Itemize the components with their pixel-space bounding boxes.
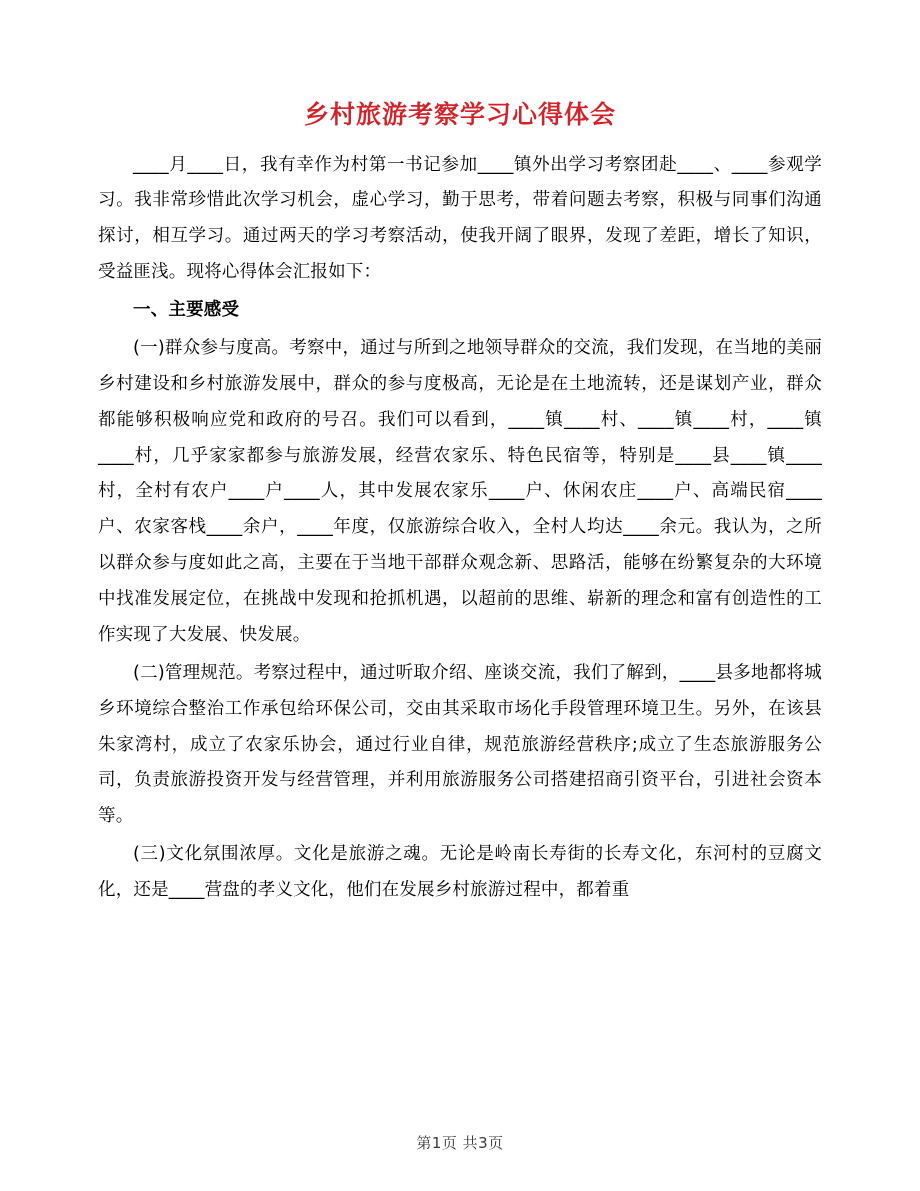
page-footer: 第1页 共3页 [416, 1134, 504, 1152]
section-heading-main-impressions: 一、主要感受 [133, 300, 240, 320]
paragraph-culture: (三)文化氛围浓厚。文化是旅游之魂。无论是岭南长寿街的长寿文化，东河村的豆腐文化，还是____营盘的孝义文化，他们在发展乡村旅游过程中，都着重 [98, 844, 822, 900]
paragraph-management: (二)管理规范。考察过程中，通过听取介绍、座谈交流，我们了解到，____县多地都将城乡环境综合整治工作承包给环保公司，交由其采取市场化手段管理环境卫生。另外，在该县朱家湾村，成立了农家乐协会，通过行业自律，规范旅游经营秩序;成立了生态旅游服务公司，负责旅游投资开发与经营管理，并利用旅游服务公司搭建招商引资平台，引进社会资本等。 [98, 662, 822, 827]
page-title: 乡村旅游考察学习心得体会 [303, 100, 616, 129]
paragraph-intro: ____月____日，我有幸作为村第一书记参加____镇外出学习考察团赴____、____参观学习。我非常珍惜此次学习机会，虚心学习，勤于思考，带着问题去考察，积极与同事们沟通探讨，相互学习。通过两天的学习考察活动，使我开阔了眼界，发现了差距，增长了知识，受益匪浅。现将心得体会汇报如下： [98, 154, 822, 283]
paragraph-participation: (一)群众参与度高。考察中，通过与所到之地领导群众的交流，我们发现，在当地的美丽乡村建设和乡村旅游发展中，群众的参与度极高，无论是在土地流转，还是谋划产业，群众都能够积极响应党和政府的号召。我们可以看到，____镇____村、____镇____村，____镇____村，几乎家家都参与旅游发展，经营农家乐、特色民宿等，特别是____县____镇____村，全村有农户____户____人，其中发展农家乐____户、休闲农庄____户、高端民宿____户、农家客栈____余户，____年度，仅旅游综合收入，全村人均达____余元。我认为，之所以群众参与度如此之高，主要在于当地干部群众观念新、思路活，能够在纷繁复杂的大环境中找准发展定位，在挑战中发现和抢抓机遇，以超前的思维、崭新的理念和富有创造性的工作实现了大发展、快发展。 [98, 337, 822, 645]
